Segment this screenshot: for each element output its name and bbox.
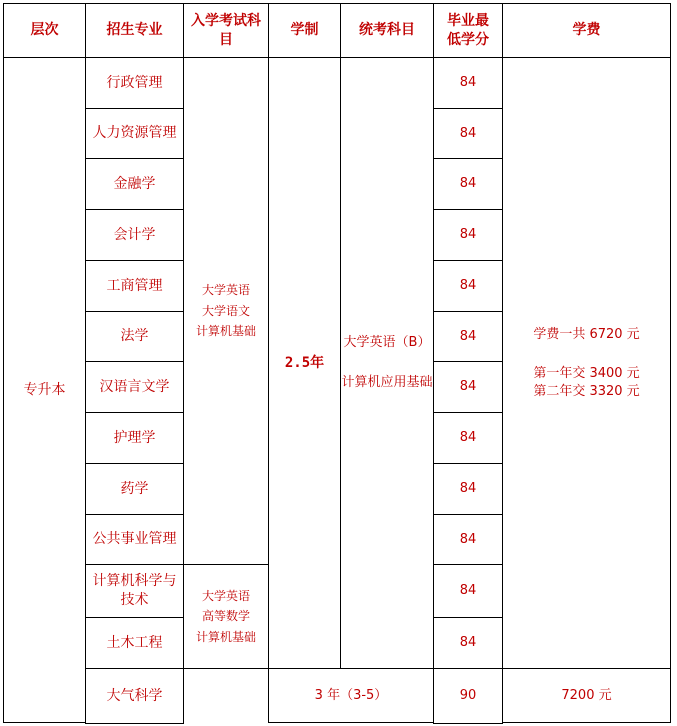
entrance-subject: 大学英语	[201, 283, 250, 298]
last-row-tuition: 7200 元	[502, 668, 671, 723]
major-name: 会计学	[85, 209, 184, 261]
entrance-subject: 大学英语	[201, 588, 250, 603]
major-name: 法学	[85, 311, 184, 362]
header-tuition: 学费	[502, 3, 671, 58]
entrance-subject: 大学语文	[201, 303, 250, 318]
tuition-cell	[502, 57, 671, 669]
major-credits: 84	[433, 57, 503, 109]
header-level: 层次	[3, 3, 86, 58]
major-name: 药学	[85, 463, 184, 515]
header-min-credits: 毕业最低学分	[433, 3, 503, 58]
entrance-subjects-group-2	[183, 564, 269, 669]
major-name: 护理学	[85, 412, 184, 464]
major-credits: 84	[433, 463, 503, 515]
major-name: 金融学	[85, 158, 184, 210]
tuition-total: 学费一共 6720 元	[533, 326, 640, 342]
major-credits: 84	[433, 564, 503, 618]
major-name: 计算机科学与技术	[85, 564, 184, 618]
last-row-duration: 3 年（3-5）	[268, 668, 434, 723]
entrance-subject: 计算机基础	[195, 324, 256, 339]
major-credits: 84	[433, 514, 503, 565]
major-credits: 84	[433, 311, 503, 362]
major-credits: 84	[433, 260, 503, 312]
unified-exam-subject: 计算机应用基础	[341, 375, 433, 390]
major-name: 公共事业管理	[85, 514, 184, 565]
major-credits: 84	[433, 158, 503, 210]
entrance-subject: 计算机基础	[195, 629, 256, 644]
major-name: 汉语言文学	[85, 361, 184, 413]
tuition-year-1: 第一年交 3400 元	[533, 366, 640, 382]
major-name: 行政管理	[85, 57, 184, 109]
header-entrance-subjects: 入学考试科目	[183, 3, 269, 58]
tuition-year-2: 第二年交 3320 元	[533, 383, 640, 399]
header-major: 招生专业	[85, 3, 184, 58]
entrance-subject: 高等数学	[201, 609, 250, 624]
duration-cell: 2.5年	[268, 57, 341, 669]
header-duration: 学制	[268, 3, 341, 58]
major-credits: 84	[433, 412, 503, 464]
level-cell: 专升本	[3, 57, 86, 723]
unified-exam-cell	[340, 57, 434, 669]
major-credits: 84	[433, 209, 503, 261]
major-name: 人力资源管理	[85, 108, 184, 159]
header-unified-exam: 统考科目	[340, 3, 434, 58]
unified-exam-subject: 大学英语（B）	[343, 335, 431, 351]
major-credits: 84	[433, 617, 503, 669]
entrance-subjects-group-1	[183, 57, 269, 565]
major-credits: 84	[433, 361, 503, 413]
major-name: 工商管理	[85, 260, 184, 312]
major-credits: 90	[433, 668, 503, 724]
major-name: 大气科学	[85, 668, 184, 724]
major-name: 土木工程	[85, 617, 184, 669]
major-credits: 84	[433, 108, 503, 159]
